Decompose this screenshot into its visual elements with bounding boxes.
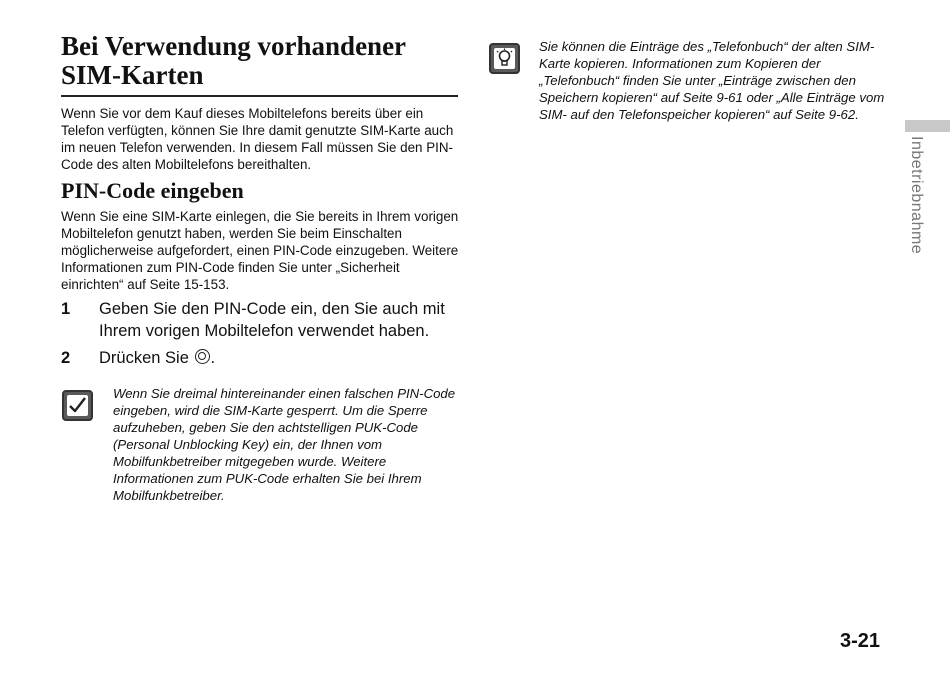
title-divider [61, 95, 458, 97]
tip-note-text: Sie können die Einträge des „Telefonbuch“ der alten SIM-Karte kopieren. Informationen zum Kopieren der „Telefonbuch“ finden Sie unter „Einträge zwischen den Speichern kopieren“ auf Seite 9-61 oder „Alle Einträge vom SIM- auf den Telefonspeicher kopieren“ auf Seite 9-62. [539, 39, 885, 122]
step-2 [61, 347, 461, 371]
page-title: Bei Verwendung vorhandener SIM-Karten [61, 31, 406, 90]
step-text-suffix: . [210, 349, 216, 367]
section-heading: PIN-Code eingeben [61, 178, 244, 203]
lightbulb-tip-icon [489, 43, 520, 74]
step-number: 2 [61, 349, 71, 367]
page-number: 3-21 [840, 630, 881, 652]
chapter-tab-label: Inbetriebnahme [908, 136, 925, 255]
step-text-label: Drücken Sie [99, 349, 189, 367]
step-text: Geben Sie den PIN-Code ein, den Sie auch mit Ihrem vorigen Mobiltelefon verwendet haben. [99, 300, 445, 340]
chapter-tab-marker [905, 120, 950, 132]
check-note-icon [62, 390, 93, 421]
step-text [99, 347, 459, 369]
check-note-text: Wenn Sie dreimal hintereinander einen falschen PIN-Code eingeben, wird die SIM-Karte gesperrt. Um die Sperre aufzuheben, geben Sie den achtstelligen PUK-Code (Personal Unblocking Key) ein, der Ihnen vom Mobilfunkbetreiber mitgegeben wurde. Weitere Informationen zum PUK-Code erhalten Sie bei Ihrem Mobilfunkbetreiber. [113, 386, 456, 503]
step-number: 1 [61, 300, 71, 318]
section-paragraph: Wenn Sie eine SIM-Karte einlegen, die Sie bereits in Ihrem vorigen Mobiltelefon genutzt haben, werden Sie beim Einschalten möglicherweise aufgefordert, einen PIN-Code einzugeben. Weitere Informationen zum PIN-Code finden Sie unter „Sicherheit einrichten“ auf Seite 15-153. [61, 209, 459, 292]
step-1 [61, 298, 461, 344]
intro-paragraph: Wenn Sie vor dem Kauf dieses Mobiltelefons bereits über ein Telefon verfügten, können Sie Ihre damit genutzte SIM-Karte auch im neuen Telefon verwenden. In diesem Fall müssen Sie den PIN-Code des alten Mobiltelefons bereithalten. [61, 106, 454, 172]
nav-key-icon [195, 349, 210, 364]
